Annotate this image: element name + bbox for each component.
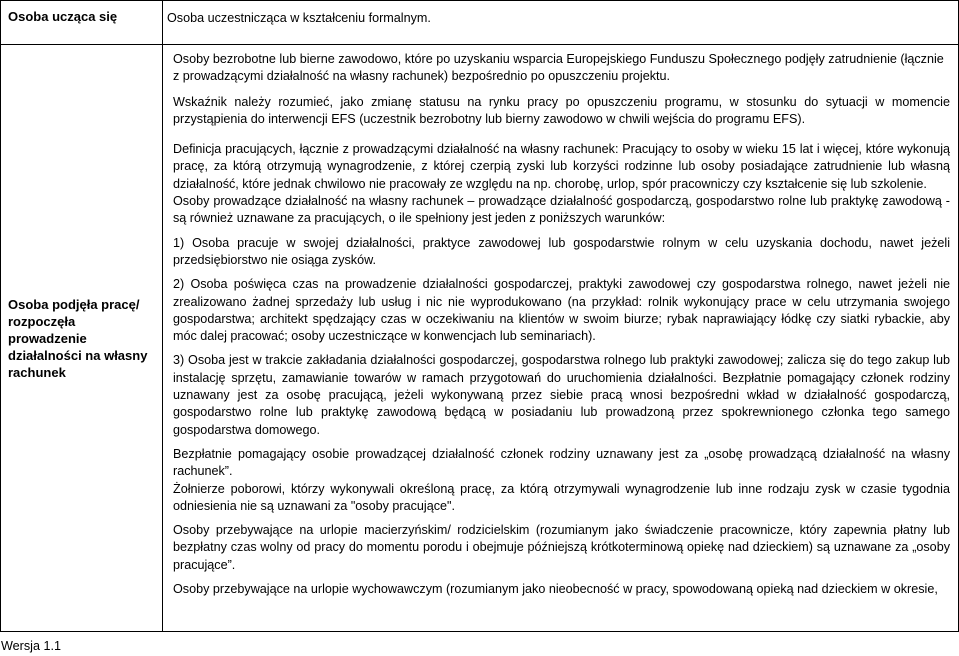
paragraph: Osoby bezrobotne lub bierne zawodowo, które po uzyskaniu wsparcia Europejskiego Funduszu Społecznego podjęły zatrudnienie (łącznie z prowadzącymi działalność na własny rachunek) bezpośrednio po opuszczeniu projektu.	[173, 52, 944, 84]
paragraph: 2) Osoba poświęca czas na prowadzenie działalności gospodarczej, praktyki zawodowej czy gospodarstwa rolnego, nawet jeżeli nie zrealizowano żadnej sprzedaży lub usług i nic nie wyprodukowano (na przykład: rolnik wykonujący prace w celu utrzymania swojego gospodarstwa; architekt spędzający czas w oczekiwaniu na klientów w swoim biurze; rybak naprawiający łódkę czy siatki rybackie, aby móc dalej pracować; osoby uczestniczące w konwencjach lub seminariach).	[173, 277, 950, 344]
paragraph: 1) Osoba pracuje w swojej działalności, praktyce zawodowej lub gospodarstwie rolnym w celu uzyskania dochodu, nawet jeżeli przedsiębiorstwo nie osiąga zysków.	[173, 235, 950, 267]
paragraph: Osoby przebywające na urlopie wychowawczym (rozumianym jako nieobecność w pracy, spowodowaną opieką nad dzieckiem w okresie,	[173, 582, 938, 597]
table-row	[1, 45, 959, 632]
paragraph: Bezpłatnie pomagający osobie prowadzącej działalność członek rodziny uznawany jest za „osobę prowadzącą działalność na własny rachunek”.	[173, 446, 950, 479]
row-label-learner: Osoba ucząca się	[1, 1, 163, 45]
row-content-employment	[163, 45, 959, 632]
version-footer: Wersja 1.1	[1, 639, 61, 653]
row-content-learner	[163, 1, 959, 45]
paragraph: Definicja pracujących, łącznie z prowadzącymi działalność na własny rachunek: Pracujący to osoby w wieku 15 lat i więcej, które wykonują pracę, za którą otrzymują wynagrodzenie, z której czerpią zyski lub korzyści rodzinne lub osoby posiadające zatrudnienie lub własną działalność, które jednak chwilowo nie pracowały ze względu na np. chorobę, urlop, spór pracowniczy czy kształcenie się lub szkolenie.	[173, 142, 950, 191]
paragraph: Osoby przebywające na urlopie macierzyńskim/ rodzicielskim (rozumianym jako świadczenie pracownicze, który zapewnia płatny lub bezpłatny czas wolny od pracy do momentu porodu i obejmuje późniejszą krótkoterminową opiekę nad dzieckiem) są uznawane za „osoby pracujące”.	[173, 523, 950, 572]
table-row	[1, 1, 959, 45]
paragraph: Wskaźnik należy rozumieć, jako zmianę statusu na rynku pracy po opuszczeniu programu, w stosunku do sytuacji w momencie przystąpienia do interwencji EFS (uczestnik bezrobotny lub bierny zawodowo w chwili wejścia do programu EFS).	[173, 94, 950, 126]
paragraph: Osoby prowadzące działalność na własny rachunek – prowadzące działalność gospodarczą, gospodarstwo rolne lub praktykę zawodową - są również uznawane za pracujących, o ile spełniony jest jeden z poniższych warunków:	[173, 194, 950, 226]
paragraph: Żołnierze poborowi, którzy wykonywali określoną pracę, za którą otrzymywali wynagrodzenie lub inne rodzaju zysk w czasie tygodnia odniesienia nie są uznawani za "osoby pracujące".	[173, 481, 950, 513]
paragraph: 3) Osoba jest w trakcie zakładania działalności gospodarczej, gospodarstwa rolnego lub praktyki zawodowej; zalicza się do tego zakup lub instalację sprzętu, zamawianie towarów w ramach przygotowań do uruchomienia działalności. Bezpłatnie pomagający członek rodziny uznawany jest za osobę pracującą, jeżeli wykonywaną przez siebie pracą wnosi bezpośredni wkład w działalność gospodarczą, gospodarstwo rolne lub praktykę zawodową będącą w posiadaniu lub prowadzoną przez spokrewnionego członka tego samego gospodarstwa domowego.	[173, 353, 950, 437]
definition-text: Osoba uczestnicząca w kształceniu formalnym.	[167, 11, 431, 25]
row-label-employment: Osoba podjęła pracę/ rozpoczęła prowadzenie działalności na własny rachunek	[1, 45, 163, 632]
